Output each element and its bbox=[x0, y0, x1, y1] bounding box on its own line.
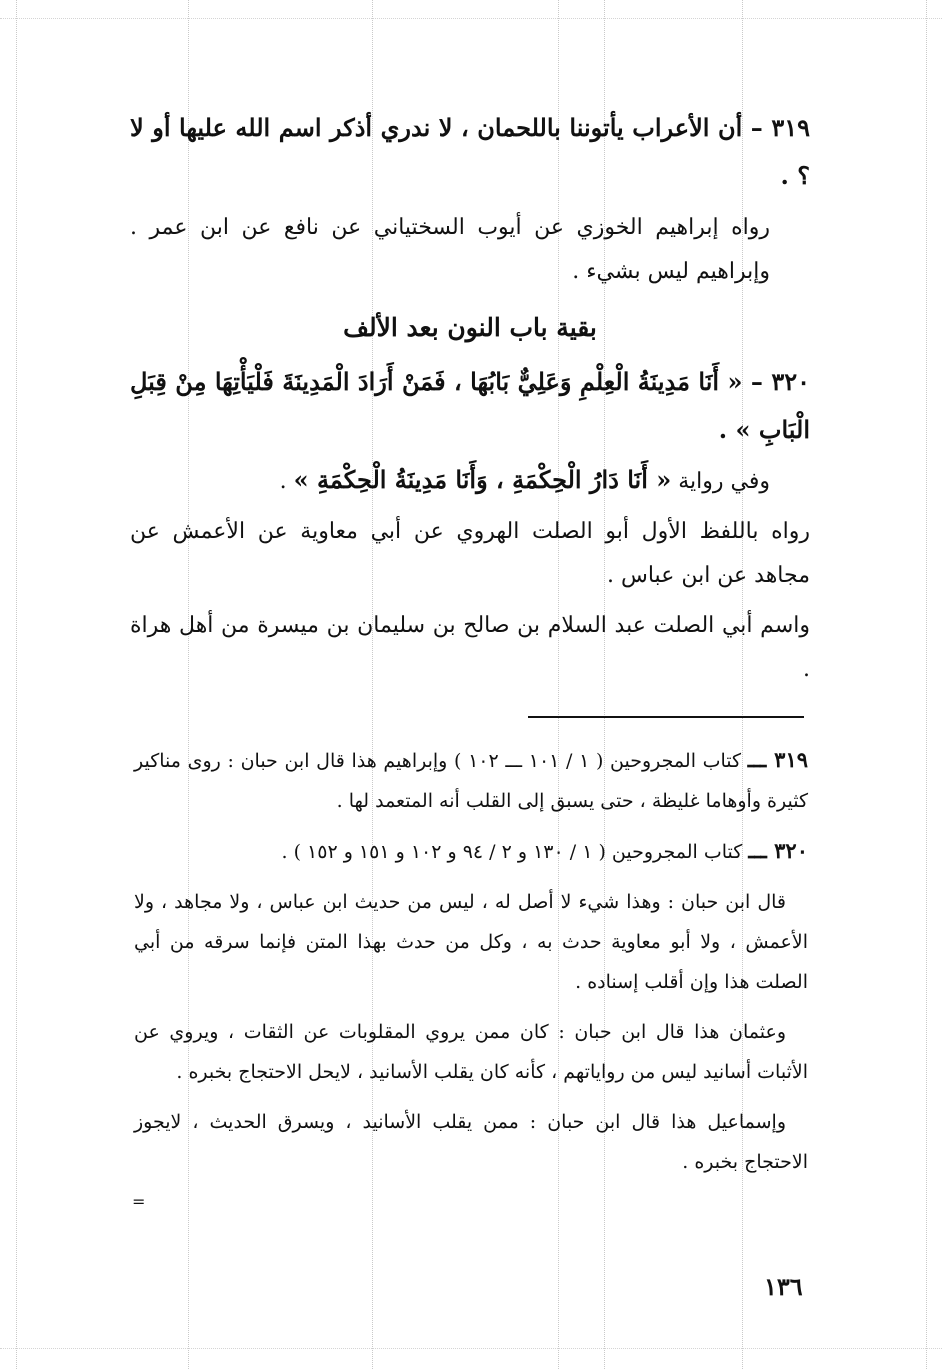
footnote-paragraph-2: وعثمان هذا قال ابن حبان : كان ممن يروي المقلوبات عن الثقات ، ويروي عن الأثبات أسانيد ليس من رواياتهم ، كأنه كان يقلب الأسانيد ، لايحل الاحتجاج بخبره . bbox=[134, 1021, 808, 1083]
entry-319-heading: ٣١٩ – أن الأعراب يأتوننا باللحمان ، لا ندري أذكر اسم الله عليها أو لا ؟ . bbox=[130, 113, 810, 190]
entry-320-body-2: واسم أبي الصلت عبد السلام بن صالح بن سليمان بن ميسرة من أهل هراة . bbox=[130, 613, 810, 682]
variant-suffix: . bbox=[279, 469, 287, 494]
variant-quote: « أَنَا دَارُ الْحِكْمَةِ ، وَأَنَا مَدِينَةُ الْحِكْمَةِ » bbox=[293, 465, 672, 494]
footnote-separator bbox=[528, 716, 804, 718]
footnote-paragraph-1: قال ابن حبان : وهذا شيء لا أصل له ، ليس من حديث ابن عباس ، ولا مجاهد ، ولا الأعمش ، ولا أبو معاوية حدث به ، وكل من حدث بهذا المتن فإنما سرقه من أبي الصلت هذا وإن أقلب إسناده . bbox=[134, 891, 808, 993]
entry-320-heading: ٣٢٠ – « أَنَا مَدِينَةُ الْعِلْمِ وَعَلِيٌّ بَابُهَا ، فَمَنْ أَرَادَ الْمَدِينَةَ فَلْيَأْتِهَا مِنْ قِبَلِ الْبَابِ » . bbox=[130, 367, 810, 444]
footnote-319 bbox=[134, 740, 808, 821]
footnote-319-number: ٣١٩ ـــ bbox=[747, 747, 809, 772]
variant-prefix: وفي رواية bbox=[678, 469, 770, 494]
footnote-320-text: كتاب المجروحين ( ١ / ١٣٠ و ٢ / ٩٤ و ١٠٢ و ١٥١ و ١٥٢ ) . bbox=[281, 841, 743, 863]
footnote-320 bbox=[134, 831, 808, 872]
scan-guide-line bbox=[16, 0, 17, 1369]
entry-320-body-1: رواه باللفظ الأول أبو الصلت الهروي عن أبي معاوية عن الأعمش عن مجاهد عن ابن عباس . bbox=[130, 519, 810, 588]
continuation-mark: = bbox=[132, 1192, 146, 1211]
scan-guide-line bbox=[0, 1348, 942, 1349]
page-number: ١٣٦ bbox=[764, 1272, 803, 1301]
footnote-319-text: كتاب المجروحين ( ١ / ١٠١ ـــ ١٠٢ ) وإبراهيم هذا قال ابن حبان : روى مناكير كثيرة وأوهاما غليظة ، حتى يسبق إلى القلب أنه المتعمد لها . bbox=[134, 750, 808, 812]
footnotes bbox=[134, 740, 808, 1192]
scan-guide-line bbox=[926, 0, 927, 1369]
footnote-320-number: ٣٢٠ ـــ bbox=[748, 838, 808, 863]
footnote-paragraph-3: وإسماعيل هذا قال ابن حبان : ممن يقلب الأسانيد ، ويسرق الحديث ، لايجوز الاحتجاج بخبره . bbox=[134, 1111, 808, 1173]
main-text bbox=[130, 104, 810, 698]
entry-319-body: رواه إبراهيم الخوزي عن أيوب السختياني عن نافع عن ابن عمر . وإبراهيم ليس بشيء . bbox=[130, 215, 770, 284]
entry-320-variant bbox=[130, 458, 770, 504]
scan-guide-line bbox=[0, 18, 942, 19]
section-title: بقية باب النون بعد الألف bbox=[343, 313, 597, 342]
